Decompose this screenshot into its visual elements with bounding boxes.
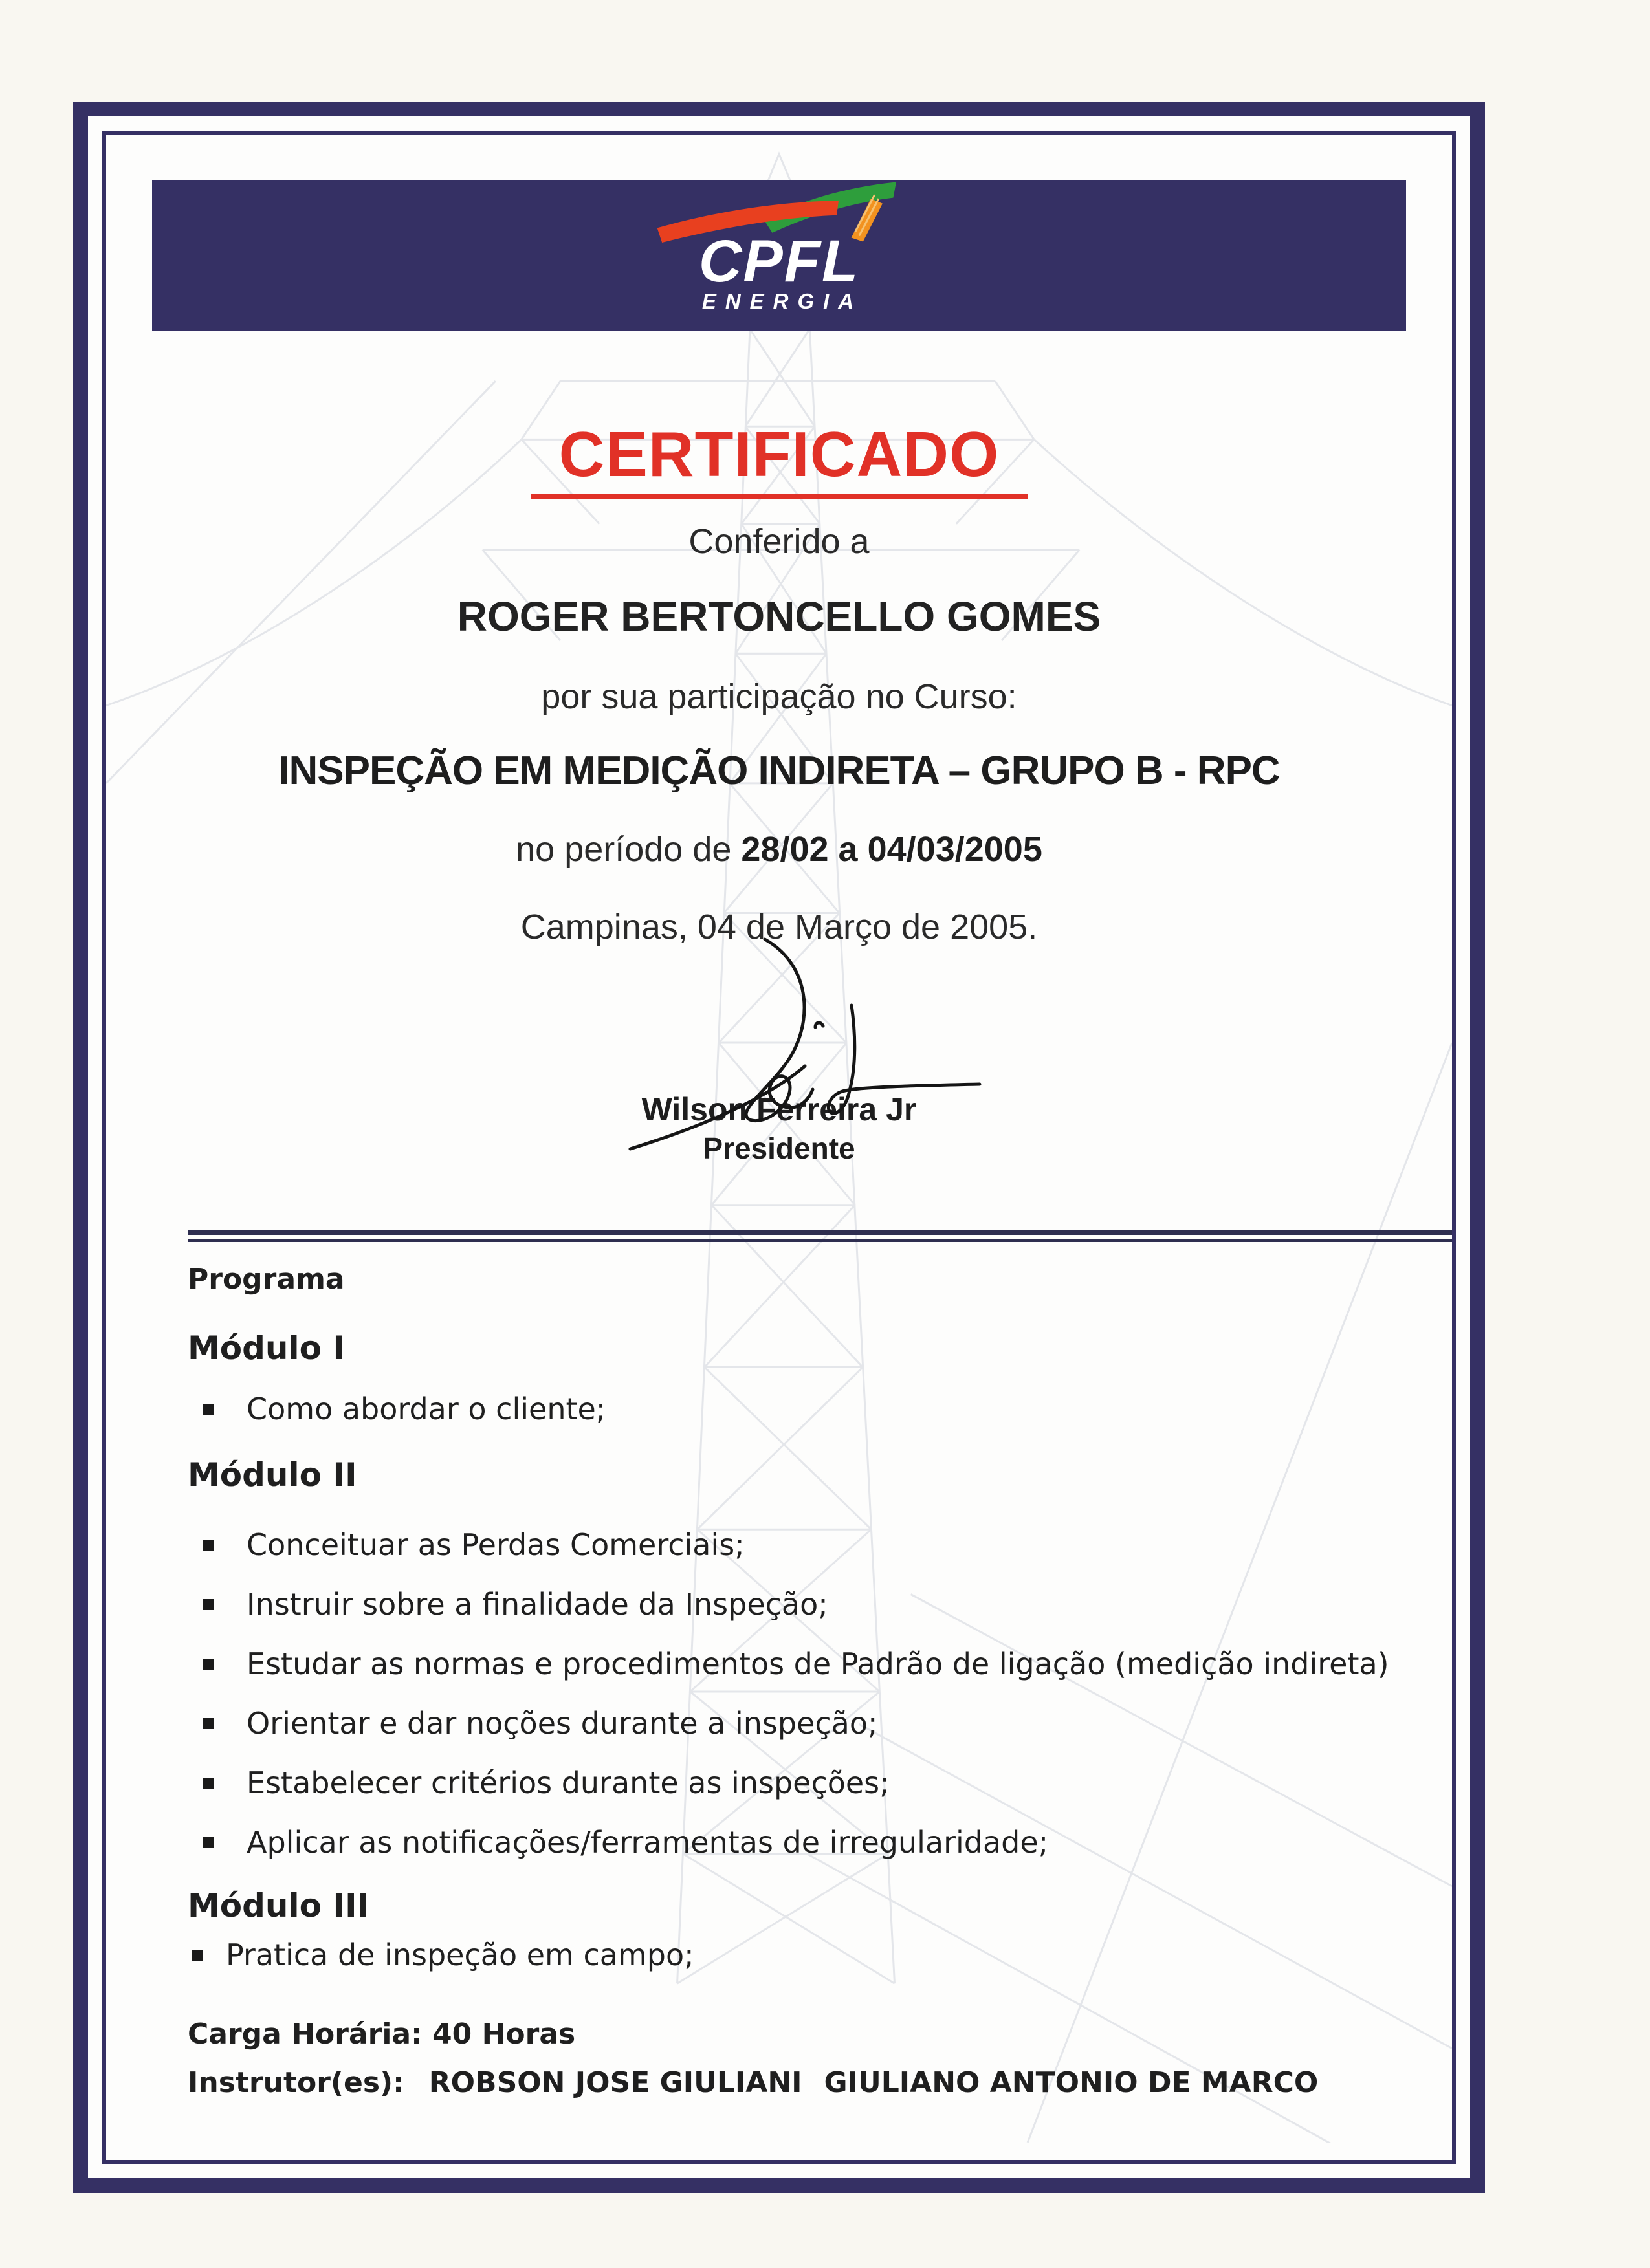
bullet-square-icon xyxy=(203,1599,214,1610)
separator-rule-thick xyxy=(188,1230,1452,1235)
recipient-name: ROGER BERTONCELLO GOMES xyxy=(457,593,1101,640)
list-item-text: Como abordar o cliente; xyxy=(247,1391,606,1426)
bullet-square-icon xyxy=(203,1778,214,1789)
outer-border xyxy=(73,102,1485,2193)
bullet-square-icon xyxy=(203,1540,214,1551)
list-item xyxy=(188,1527,1452,1562)
cpfl-logo-subtext: ENERGIA xyxy=(701,289,863,313)
header-band xyxy=(152,180,1406,331)
conferred-label: Conferido a xyxy=(688,522,870,561)
title-underline xyxy=(531,494,1028,499)
signature xyxy=(617,929,1006,1155)
list-item xyxy=(188,1587,1452,1622)
list-item-text: Aplicar as notificações/ferramentas de irregularidade; xyxy=(247,1825,1049,1860)
instructor-names xyxy=(429,2066,1319,2099)
module-1-title: Módulo I xyxy=(188,1329,345,1367)
module-3-title: Módulo III xyxy=(188,1887,369,1925)
signer-name: Wilson Ferreira Jr xyxy=(641,1091,917,1128)
signer-title: Presidente xyxy=(703,1131,855,1165)
list-item-text: Estudar as normas e procedimentos de Padrão de ligação (medição indireta) xyxy=(247,1646,1389,1681)
period-dates: 28/02 a 04/03/2005 xyxy=(741,830,1042,869)
list-item-text: Conceituar as Perdas Comerciais; xyxy=(247,1527,745,1562)
bullet-square-icon xyxy=(192,1950,203,1961)
list-item xyxy=(188,1765,1452,1800)
list-item xyxy=(188,1391,1452,1426)
inner-border xyxy=(102,131,1456,2164)
period-prefix: no período de xyxy=(516,830,742,869)
cpfl-logo-text: CPFL xyxy=(698,228,860,294)
list-item-text: Instruir sobre a finalidade da Inspeção; xyxy=(247,1587,828,1622)
instructors-label: Instrutor(es): xyxy=(188,2066,404,2099)
workload-value: 40 Horas xyxy=(432,2018,576,2051)
program-heading: Programa xyxy=(188,1263,345,1296)
instructors-line xyxy=(188,2066,1452,2099)
list-item-text: Estabelecer critérios durante as inspeções; xyxy=(247,1765,890,1800)
module-2-title: Módulo II xyxy=(188,1456,357,1494)
certificate-title: CERTIFICADO xyxy=(558,419,1000,490)
certificate-content xyxy=(106,135,1452,2160)
list-item xyxy=(188,1706,1452,1741)
period-line xyxy=(106,829,1452,869)
list-item-text: Pratica de inspeção em campo; xyxy=(226,1937,694,1972)
course-title: INSPEÇÃO EM MEDIÇÃO INDIRETA – GRUPO B - RPC xyxy=(278,748,1280,793)
bullet-square-icon xyxy=(203,1659,214,1670)
bullet-square-icon xyxy=(203,1404,214,1415)
bullet-square-icon xyxy=(203,1718,214,1729)
instructor-name: ROBSON JOSE GIULIANI xyxy=(428,2066,802,2099)
participation-label: por sua participação no Curso: xyxy=(541,677,1017,716)
list-item xyxy=(188,1825,1452,1860)
workload-line xyxy=(188,2018,1452,2051)
workload-label: Carga Horária: xyxy=(188,2018,423,2051)
list-item xyxy=(188,1646,1452,1681)
separator-rule-thin xyxy=(188,1239,1452,1242)
list-item-text: Orientar e dar noções durante a inspeção; xyxy=(247,1706,878,1741)
place-date: Campinas, 04 de Março de 2005. xyxy=(520,908,1038,946)
list-item xyxy=(188,1937,1452,1972)
program-section xyxy=(188,1230,1452,2099)
bullet-square-icon xyxy=(203,1837,214,1848)
instructor-name: GIULIANO ANTONIO DE MARCO xyxy=(824,2066,1319,2099)
